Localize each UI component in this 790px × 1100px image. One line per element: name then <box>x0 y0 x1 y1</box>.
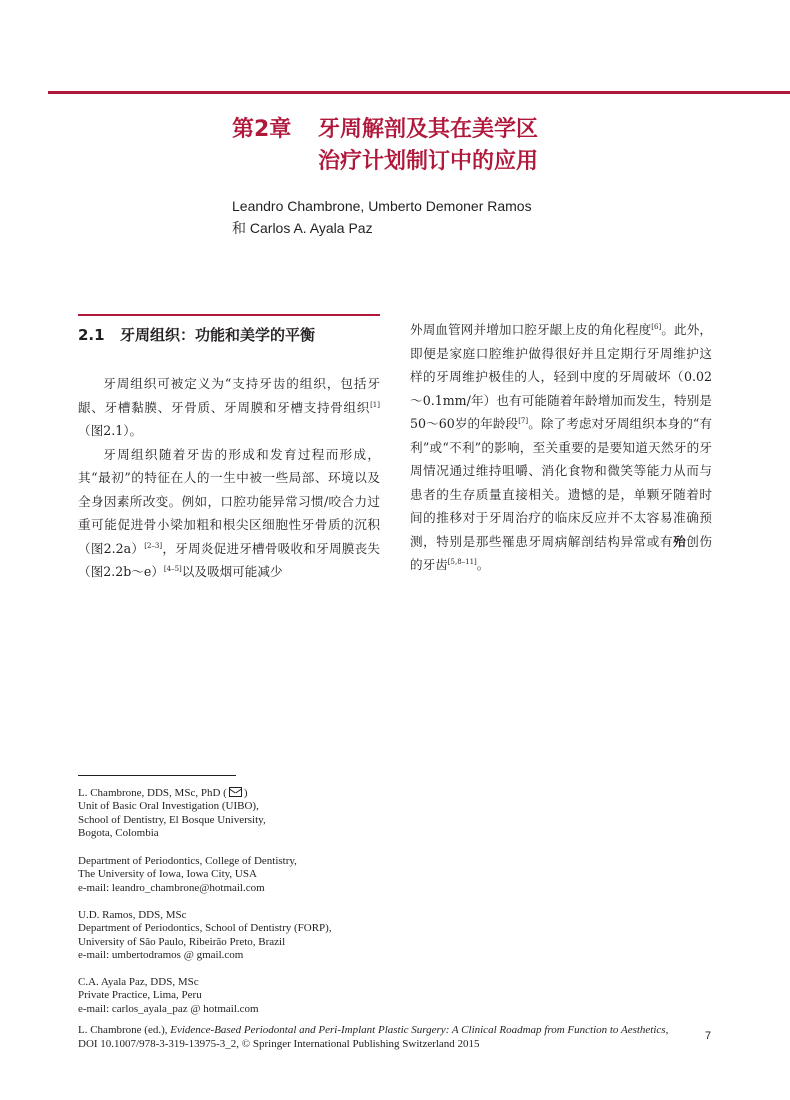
paragraph-3-text-mid: 。此外，即便是家庭口腔维护做得很好并且定期行牙周维护这样的牙周维护极佳的人，轻到中度的牙周破坏（0.02～0.1mm/年）也有可能随着年龄增加而发生，特别是50～60岁的年龄段 <box>410 322 713 431</box>
footnote-author-1 <box>78 787 266 841</box>
paragraph-1-text: 牙周组织可被定义为“支持牙齿的组织，包括牙龈、牙槽黏膜、牙骨质、牙周膜和牙槽支持骨组织 <box>78 376 380 415</box>
footnote-line: Department of Periodontics, College of Dentistry, <box>78 855 297 867</box>
left-column <box>78 314 380 584</box>
paragraph-1 <box>78 372 380 443</box>
footnote-rule <box>78 775 236 776</box>
footnote-line: Private Practice, Lima, Peru <box>78 989 202 1002</box>
chapter-title-text-2: 治疗计划制订中的应用 <box>318 149 539 174</box>
chapter-title <box>232 114 538 178</box>
section-number: 2.1 <box>78 326 105 344</box>
reference-marker[interactable]: [4–5] <box>163 564 182 573</box>
chapter-title-line-1 <box>232 114 538 146</box>
right-column <box>410 318 712 577</box>
citation-book-title: Evidence-Based Periodontal and Peri-Implant Plastic Surgery: A Clinical Roadmap from Function to Aesthetics <box>170 1024 666 1036</box>
paragraph-3-bold-char: 殆 <box>673 533 687 549</box>
citation-block <box>78 1023 668 1051</box>
reference-marker[interactable]: [6] <box>651 322 662 331</box>
author-1-name-end: ) <box>243 787 248 799</box>
footnote-line: Bogota, Colombia <box>78 827 159 840</box>
citation-line-1 <box>78 1023 668 1037</box>
paragraph-3-text: 外周血管网并增加口腔牙龈上皮的角化程度 <box>410 322 652 337</box>
citation-doi[interactable]: DOI 10.1007/978-3-319-13975-3_2, © Springer International Publishing Switzerland 2015 <box>78 1038 480 1050</box>
footnote-author-3 <box>78 976 259 1016</box>
chapter-number: 第2章 <box>232 117 292 142</box>
reference-marker[interactable]: [2–3] <box>144 541 163 550</box>
paragraph-3-text-tail: 创伤的牙齿 <box>410 533 713 572</box>
reference-marker[interactable]: [7] <box>518 416 529 425</box>
footnote-line <box>78 787 266 800</box>
paragraph-3 <box>410 318 712 577</box>
author-line-1: Leandro Chambrone, Umberto Demoner Ramos <box>232 198 532 214</box>
paragraph-2-text: 牙周组织随着牙齿的形成和发育过程而形成，其“最初”的特征在人的一生中被一些局部、环境以及全身因素所改变。例如，口腔功能异常习惯/咬合力过重可能促进骨小梁加粗和根尖区细胞性牙骨质的沉积（图2.2a） <box>78 446 380 556</box>
citation-punct: , <box>665 1024 669 1036</box>
footnote-line: School of Dentistry, El Bosque University, <box>78 813 266 826</box>
citation-editor: L. Chambrone (ed.), <box>78 1024 171 1036</box>
top-rule <box>48 91 790 94</box>
paragraph-1-text-end: （图2.1）。 <box>78 423 143 438</box>
chapter-title-text-1: 牙周解剖及其在美学区 <box>318 117 539 142</box>
paragraph-3-text-end: 。 <box>476 557 490 572</box>
section-title: 牙周组织：功能和美学的平衡 <box>120 326 316 344</box>
footnote-line: U.D. Ramos, DDS, MSc <box>78 909 187 921</box>
envelope-icon[interactable] <box>229 787 242 797</box>
paragraph-2-text-end: 以及吸烟可能减少 <box>181 564 283 579</box>
reference-marker[interactable]: [1] <box>370 400 380 409</box>
paragraph-2-text-mid: ，牙周炎促进牙槽骨吸收和牙周膜丧失（图2.2b～e） <box>78 540 380 579</box>
footnote-author-1-affiliation-2 <box>78 855 297 895</box>
footnote-line: The University of Iowa, Iowa City, USA <box>78 868 257 881</box>
footnote-line: Department of Periodontics, School of Dentistry (FORP), <box>78 922 332 935</box>
author-1-name: L. Chambrone, DDS, MSc, PhD ( <box>78 787 227 799</box>
footnote-email[interactable]: e-mail: umbertodramos @ gmail.com <box>78 949 244 962</box>
author-list <box>232 195 532 239</box>
footnote-line: University of São Paulo, Ribeirão Preto, Brazil <box>78 935 286 948</box>
footnote-email[interactable]: e-mail: leandro_chambrone@hotmail.com <box>78 881 265 894</box>
footnote-line: Unit of Basic Oral Investigation (UIBO), <box>78 800 259 813</box>
footnote-line: C.A. Ayala Paz, DDS, MSc <box>78 976 199 988</box>
section-heading <box>78 314 380 346</box>
footnote-author-2 <box>78 909 332 963</box>
page-number: 7 <box>705 1030 712 1042</box>
reference-marker[interactable]: [5,8–11] <box>447 557 477 566</box>
paragraph-3-text-cont: 。除了考虑对牙周组织本身的“有利”或“不利”的影响，至关重要的是要知道天然牙的牙周情况通过维持咀嚼、消化食物和微笑等能力从而与患者的生存质量直接相关。遗憾的是，单颗牙随着时间的推移对于牙周治疗的临床反应并不太容易准确预测，特别是那些罹患牙周病解剖结构异常或有 <box>410 416 712 549</box>
paragraph-2 <box>78 443 380 584</box>
author-line-2: 和 Carlos A. Ayala Paz <box>232 220 373 236</box>
footnote-email[interactable]: e-mail: carlos_ayala_paz @ hotmail.com <box>78 1002 259 1015</box>
